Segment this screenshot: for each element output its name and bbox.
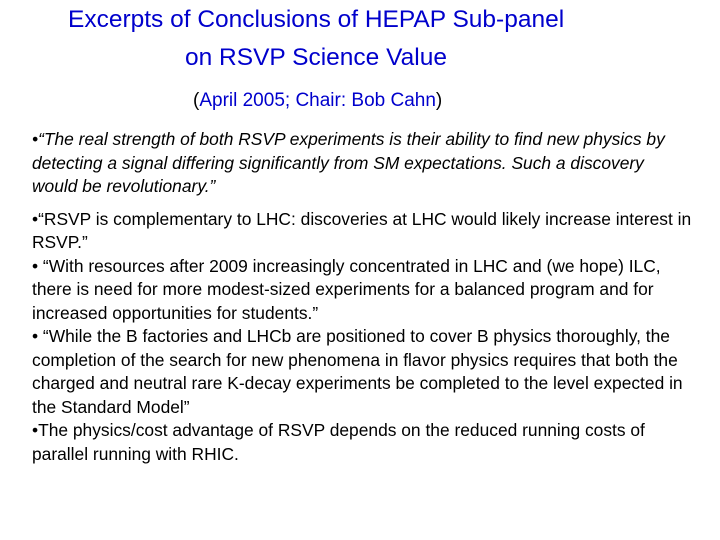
bullet-item: •“The real strength of both RSVP experiments is their ability to find new physics by detecting a signal differing significantly from SM expectations. Such a discovery would be revolutionary.” — [32, 129, 665, 196]
bullet-item: •The physics/cost advantage of RSVP depends on the reduced running costs of parallel running with RHIC. — [32, 420, 645, 464]
slide-title-line-2: on RSVP Science Value — [185, 44, 447, 71]
subtitle-close-paren: ) — [435, 90, 443, 111]
bullet-item: • “While the B factories and LHCb are positioned to cover B physics thoroughly, the completion of the search for new phenomena in flavor physics requires that both the charged and neutral rare K-decay experiments be completed to the level expected in the Standard Model” — [32, 326, 683, 417]
bullet-list — [32, 128, 692, 466]
subtitle-text: April 2005; Chair: Bob Cahn — [199, 90, 436, 111]
subtitle-open-paren: ( — [193, 90, 200, 111]
slide-title-line-1: Excerpts of Conclusions of HEPAP Sub-panel — [68, 6, 565, 33]
slide-subtitle — [193, 88, 442, 114]
bullet-item: • “With resources after 2009 increasingly concentrated in LHC and (we hope) ILC, there is need for more modest-sized experiments for a balanced program and for increased opportunities for students.” — [32, 255, 661, 323]
bullet-item: •“RSVP is complementary to LHC: discoveries at LHC would likely increase interest in RSVP.” — [32, 208, 692, 252]
